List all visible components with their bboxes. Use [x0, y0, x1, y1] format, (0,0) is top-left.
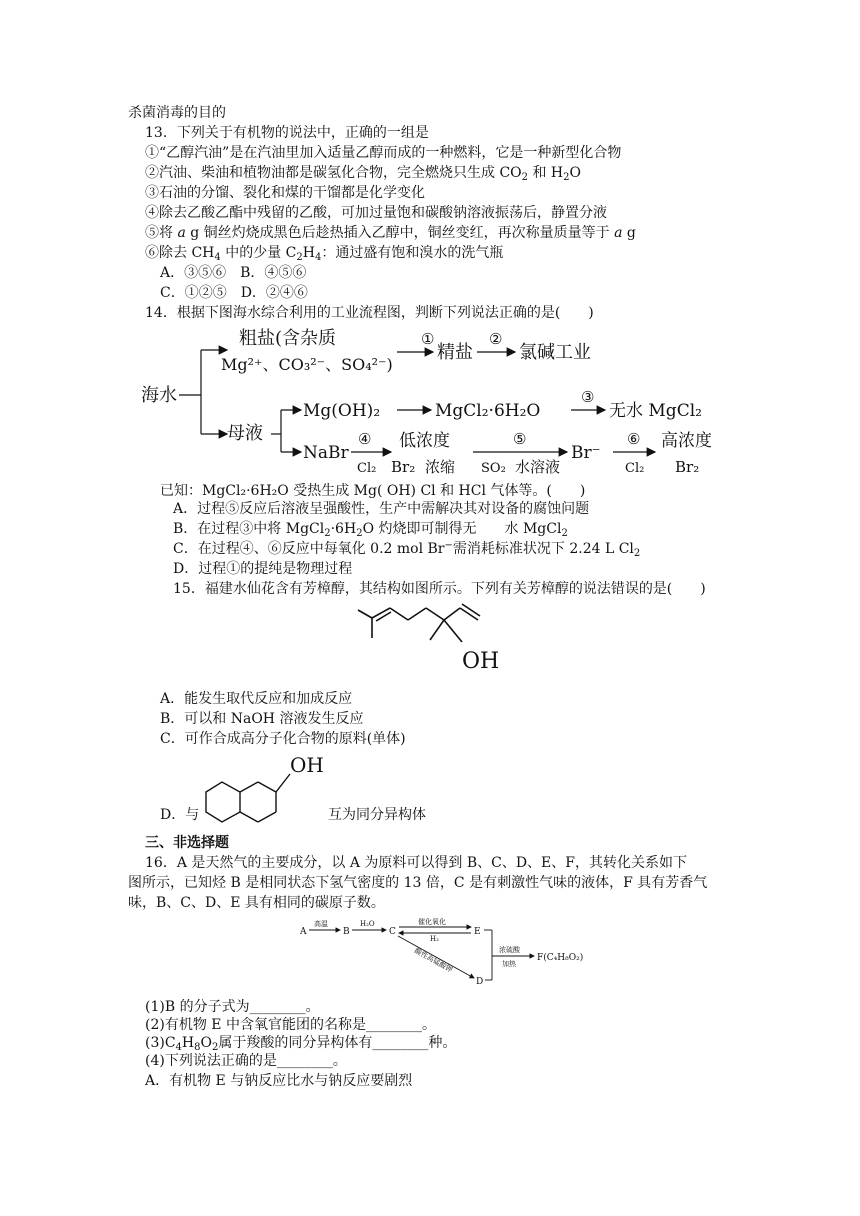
text-line-continuation: 杀菌消毒的目的	[128, 105, 226, 121]
so2-reagent: SO₂	[481, 461, 506, 476]
mgcl2-hydrate-label: MgCl₂·6H₂O	[435, 401, 541, 421]
q14-option-d: D．过程①的提纯是物理过程	[173, 561, 353, 577]
node-b: B	[343, 927, 350, 937]
high-concentration-label: 高浓度	[661, 431, 712, 451]
q15-option-d-suffix: 互为同分异构体	[328, 807, 426, 823]
question-16-line-1: 16．A 是天然气的主要成分，以 A 为原料可以得到 B、C、D、E、F，其转化关系如下	[145, 855, 687, 871]
step-3-label: ③	[581, 388, 595, 406]
question-13-stem: 13．下列关于有机物的说法中，正确的一组是	[145, 125, 429, 141]
seawater-label: 海水	[141, 385, 177, 406]
q16-subquestion-4: (4)下列说法正确的是________。	[145, 1053, 347, 1069]
q13-statement-1: ①“乙醇汽油”是在汽油里加入适量乙醇而成的一种燃料，它是一种新型化合物	[145, 145, 622, 161]
q13-options-cd: C．①②⑤ D．②④⑥	[160, 285, 308, 301]
node-f: F(C₄H₈O₂)	[537, 953, 584, 963]
br2-label: Br₂	[391, 458, 416, 476]
q14-known-condition: 已知：MgCl₂·6H₂O 受热生成 Mg( OH) Cl 和 HCl 气体等。( )	[160, 483, 586, 499]
q14-option-b: B．在过程③中将 $MgCl_2\cdot 6H_2O$ 灼烧即可制得无 水 MgCl$_2$	[173, 521, 568, 539]
question-16-line-2: 图所示，已知烃 B 是相同状态下氢气密度的 13 倍，C 是有刺激性气味的液体，F 具有芳香气	[128, 875, 708, 891]
q16-subquestion-2: (2)有机物 E 中含氧官能团的名称是________。	[145, 1017, 436, 1033]
reagent-hydrogen: H₂	[430, 935, 439, 943]
question-16-line-3: 味，B、C、D、E 具有相同的碳原子数。	[128, 895, 385, 911]
q13-statement-2: ②汽油、柴油和植物油都是碳氢化合物，完全燃烧只生成 $CO_2$ 和 $H_2O$	[145, 165, 581, 183]
aqueous-label: 水溶液	[515, 458, 561, 476]
step-5-label: ⑤	[513, 430, 527, 448]
q13-statement-4: ④除去乙酸乙酯中残留的乙酸，可加过量饱和碳酸钠溶液振荡后，静置分液	[145, 205, 607, 221]
step-1-label: ①	[421, 330, 435, 348]
q13-statement-6: ⑥除去 $CH_4$ 中的少量 $C_2H_4$：通过盛有饱和溴水的洗气瓶	[145, 245, 504, 263]
mother-liquor-label: 母液	[227, 423, 263, 444]
crude-salt-label: 粗盐(含杂质	[239, 328, 337, 349]
bromide-label: Br⁻	[571, 443, 601, 463]
q16-option-a: A．有机物 E 与钠反应比水与钠反应要剧烈	[145, 1073, 413, 1089]
node-d: D	[476, 977, 484, 987]
q14-option-a: A．过程⑤反应后溶液呈强酸性，生产中需解决其对设备的腐蚀问题	[173, 501, 590, 517]
cl2-reagent-2: Cl₂	[625, 461, 645, 476]
section-3-heading: 三、非选择题	[145, 835, 229, 851]
q15-option-c: C．可作合成高分子化合物的原料(单体)	[160, 731, 406, 747]
cl2-reagent-1: Cl₂	[357, 461, 377, 476]
step-4-label: ④	[358, 430, 372, 448]
q15-option-a: A．能发生取代反应和加成反应	[160, 691, 353, 707]
reagent-water: H₂O	[360, 920, 375, 928]
node-c: C	[389, 927, 396, 937]
low-concentration-label: 低浓度	[399, 431, 450, 451]
q16-subquestion-3: $(3)C_4H_8O_2$属于羧酸的同分异构体有________种。	[145, 1035, 457, 1053]
br2-high-label: Br₂	[675, 458, 700, 476]
q15-option-b: B．可以和 NaOH 溶液发生反应	[160, 711, 364, 727]
concentrate-label: 浓缩	[425, 458, 456, 476]
hydroxyl-label: OH	[462, 649, 500, 674]
q13-statement-5: ⑤将 a g 铜丝灼烧成黑色后趁热插入乙醇中，铜丝变红，再次称量质量等于 a g	[145, 225, 636, 241]
chlor-alkali-label: 氯碱工业	[519, 342, 591, 363]
step-6-label: ⑥	[627, 430, 641, 448]
q13-statement-3: ③石油的分馏、裂化和煤的干馏都是化学变化	[145, 185, 425, 201]
q15-option-d-prefix: D．与	[160, 807, 200, 823]
anhydrous-mgcl2-label: 无水 MgCl₂	[609, 401, 702, 421]
reagent-conc-h2so4: 浓硫酸	[499, 946, 520, 954]
node-a: A	[300, 927, 307, 937]
conversion-scheme	[296, 916, 596, 992]
condition-heating: 加热	[502, 960, 516, 968]
node-e: E	[474, 927, 481, 937]
nabr-label: NaBr	[303, 443, 349, 463]
reagent-acidic-kmno4: 酸性高锰酸钾	[413, 946, 454, 975]
condition-high-temp: 高温	[314, 920, 328, 928]
hydroxyl-label: OH	[290, 753, 324, 777]
decalol-structure	[200, 752, 340, 828]
q14-option-c: C．在过程④、⑥反应中每氧化 0.2 mol Br−需消耗标准状况下 2.24 L $Cl_2$	[173, 540, 641, 559]
seawater-flow-diagram	[135, 322, 745, 480]
question-15-stem: 15．福建水仙花含有芳樟醇，其结构如图所示。下列有关芳樟醇的说法错误的是( )	[173, 581, 706, 597]
fine-salt-label: 精盐	[437, 342, 473, 363]
condition-catalytic-oxidation: 催化氧化	[418, 918, 446, 926]
mgoh2-label: Mg(OH)₂	[303, 401, 381, 421]
q13-options-ab: A．③⑤⑥ B．④⑤⑥	[160, 265, 307, 281]
impurity-ions-label: Mg²⁺、CO₃²⁻、SO₄²⁻)	[221, 355, 393, 374]
q16-subquestion-1: (1)B 的分子式为________。	[145, 999, 320, 1015]
linalool-structure	[350, 598, 520, 678]
step-2-label: ②	[489, 330, 503, 348]
question-14-stem: 14．根据下图海水综合利用的工业流程图，判断下列说法正确的是( )	[145, 305, 594, 321]
